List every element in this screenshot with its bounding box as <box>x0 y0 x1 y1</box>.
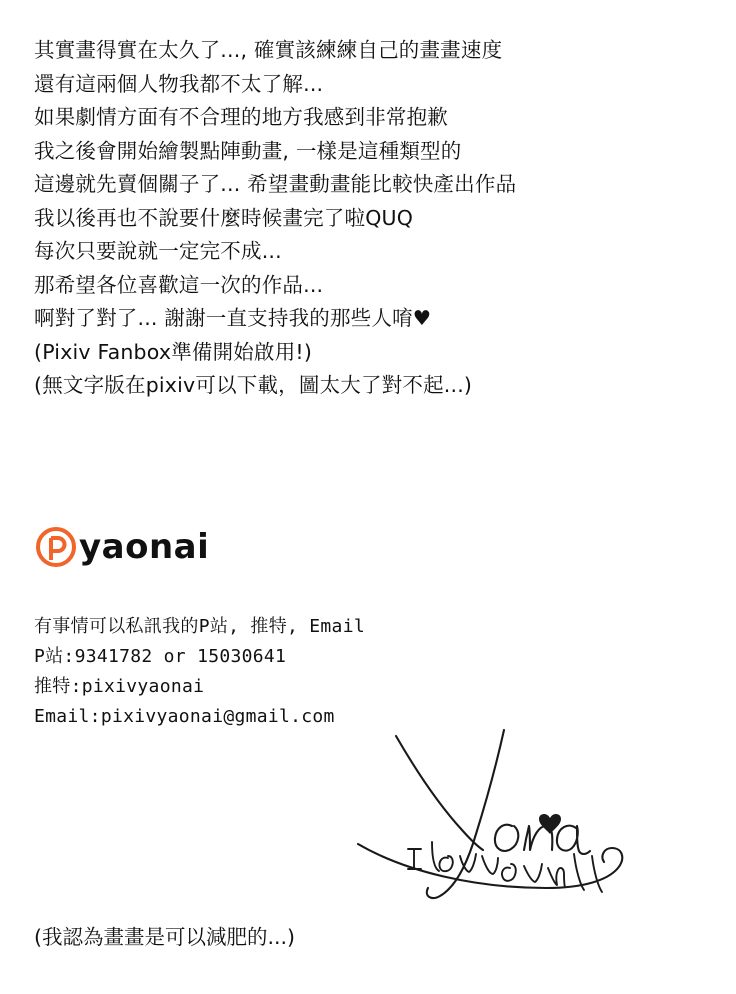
artist-logo <box>36 524 209 570</box>
signature-artwork <box>336 722 656 912</box>
author-note-line: 我以後再也不說要什麼時候畫完了啦QUQ <box>34 205 414 230</box>
author-note-line: 那希望各位喜歡這一次的作品... <box>34 272 324 297</box>
author-note-line: 其實畫得實在太久了..., 確實該練練自己的畫畫速度 <box>34 38 503 62</box>
author-note-block <box>34 34 704 403</box>
contact-heading: 有事情可以私訊我的P站, 推特, Email <box>34 616 365 637</box>
author-note-line: (Pixiv Fanbox準備開始啟用!) <box>34 339 313 364</box>
author-note-line: 每次只要說就一定完不成... <box>34 239 282 263</box>
author-note-line: (無文字版在pixiv可以下載，圖太大了對不起...) <box>34 373 473 397</box>
pixiv-p-icon <box>36 527 76 567</box>
author-note-line: 如果劇情方面有不合理的地方我感到非常抱歉 <box>34 105 448 129</box>
author-note-line: 我之後會開始繪製點陣動畫, 一樣是這種類型的 <box>34 138 462 163</box>
contact-pixiv-id: P站:9341782 or 15030641 <box>34 646 287 667</box>
author-note-line: 還有這兩個人物我都不太了解... <box>34 71 324 96</box>
contact-email: Email:pixivyaonai@gmail.com <box>34 706 335 727</box>
artist-logo-text: yaonai <box>79 527 210 567</box>
author-note-line: 這邊就先賣個關子了... 希望畫動畫能比較快產出作品 <box>34 172 517 196</box>
contact-block <box>34 612 534 732</box>
contact-twitter: 推特:pixivyaonai <box>34 676 205 697</box>
footer-note: (我認為畫畫是可以減肥的...) <box>34 925 296 949</box>
author-note-line: 啊對了對了... 謝謝一直支持我的那些人唷♥ <box>34 306 432 330</box>
